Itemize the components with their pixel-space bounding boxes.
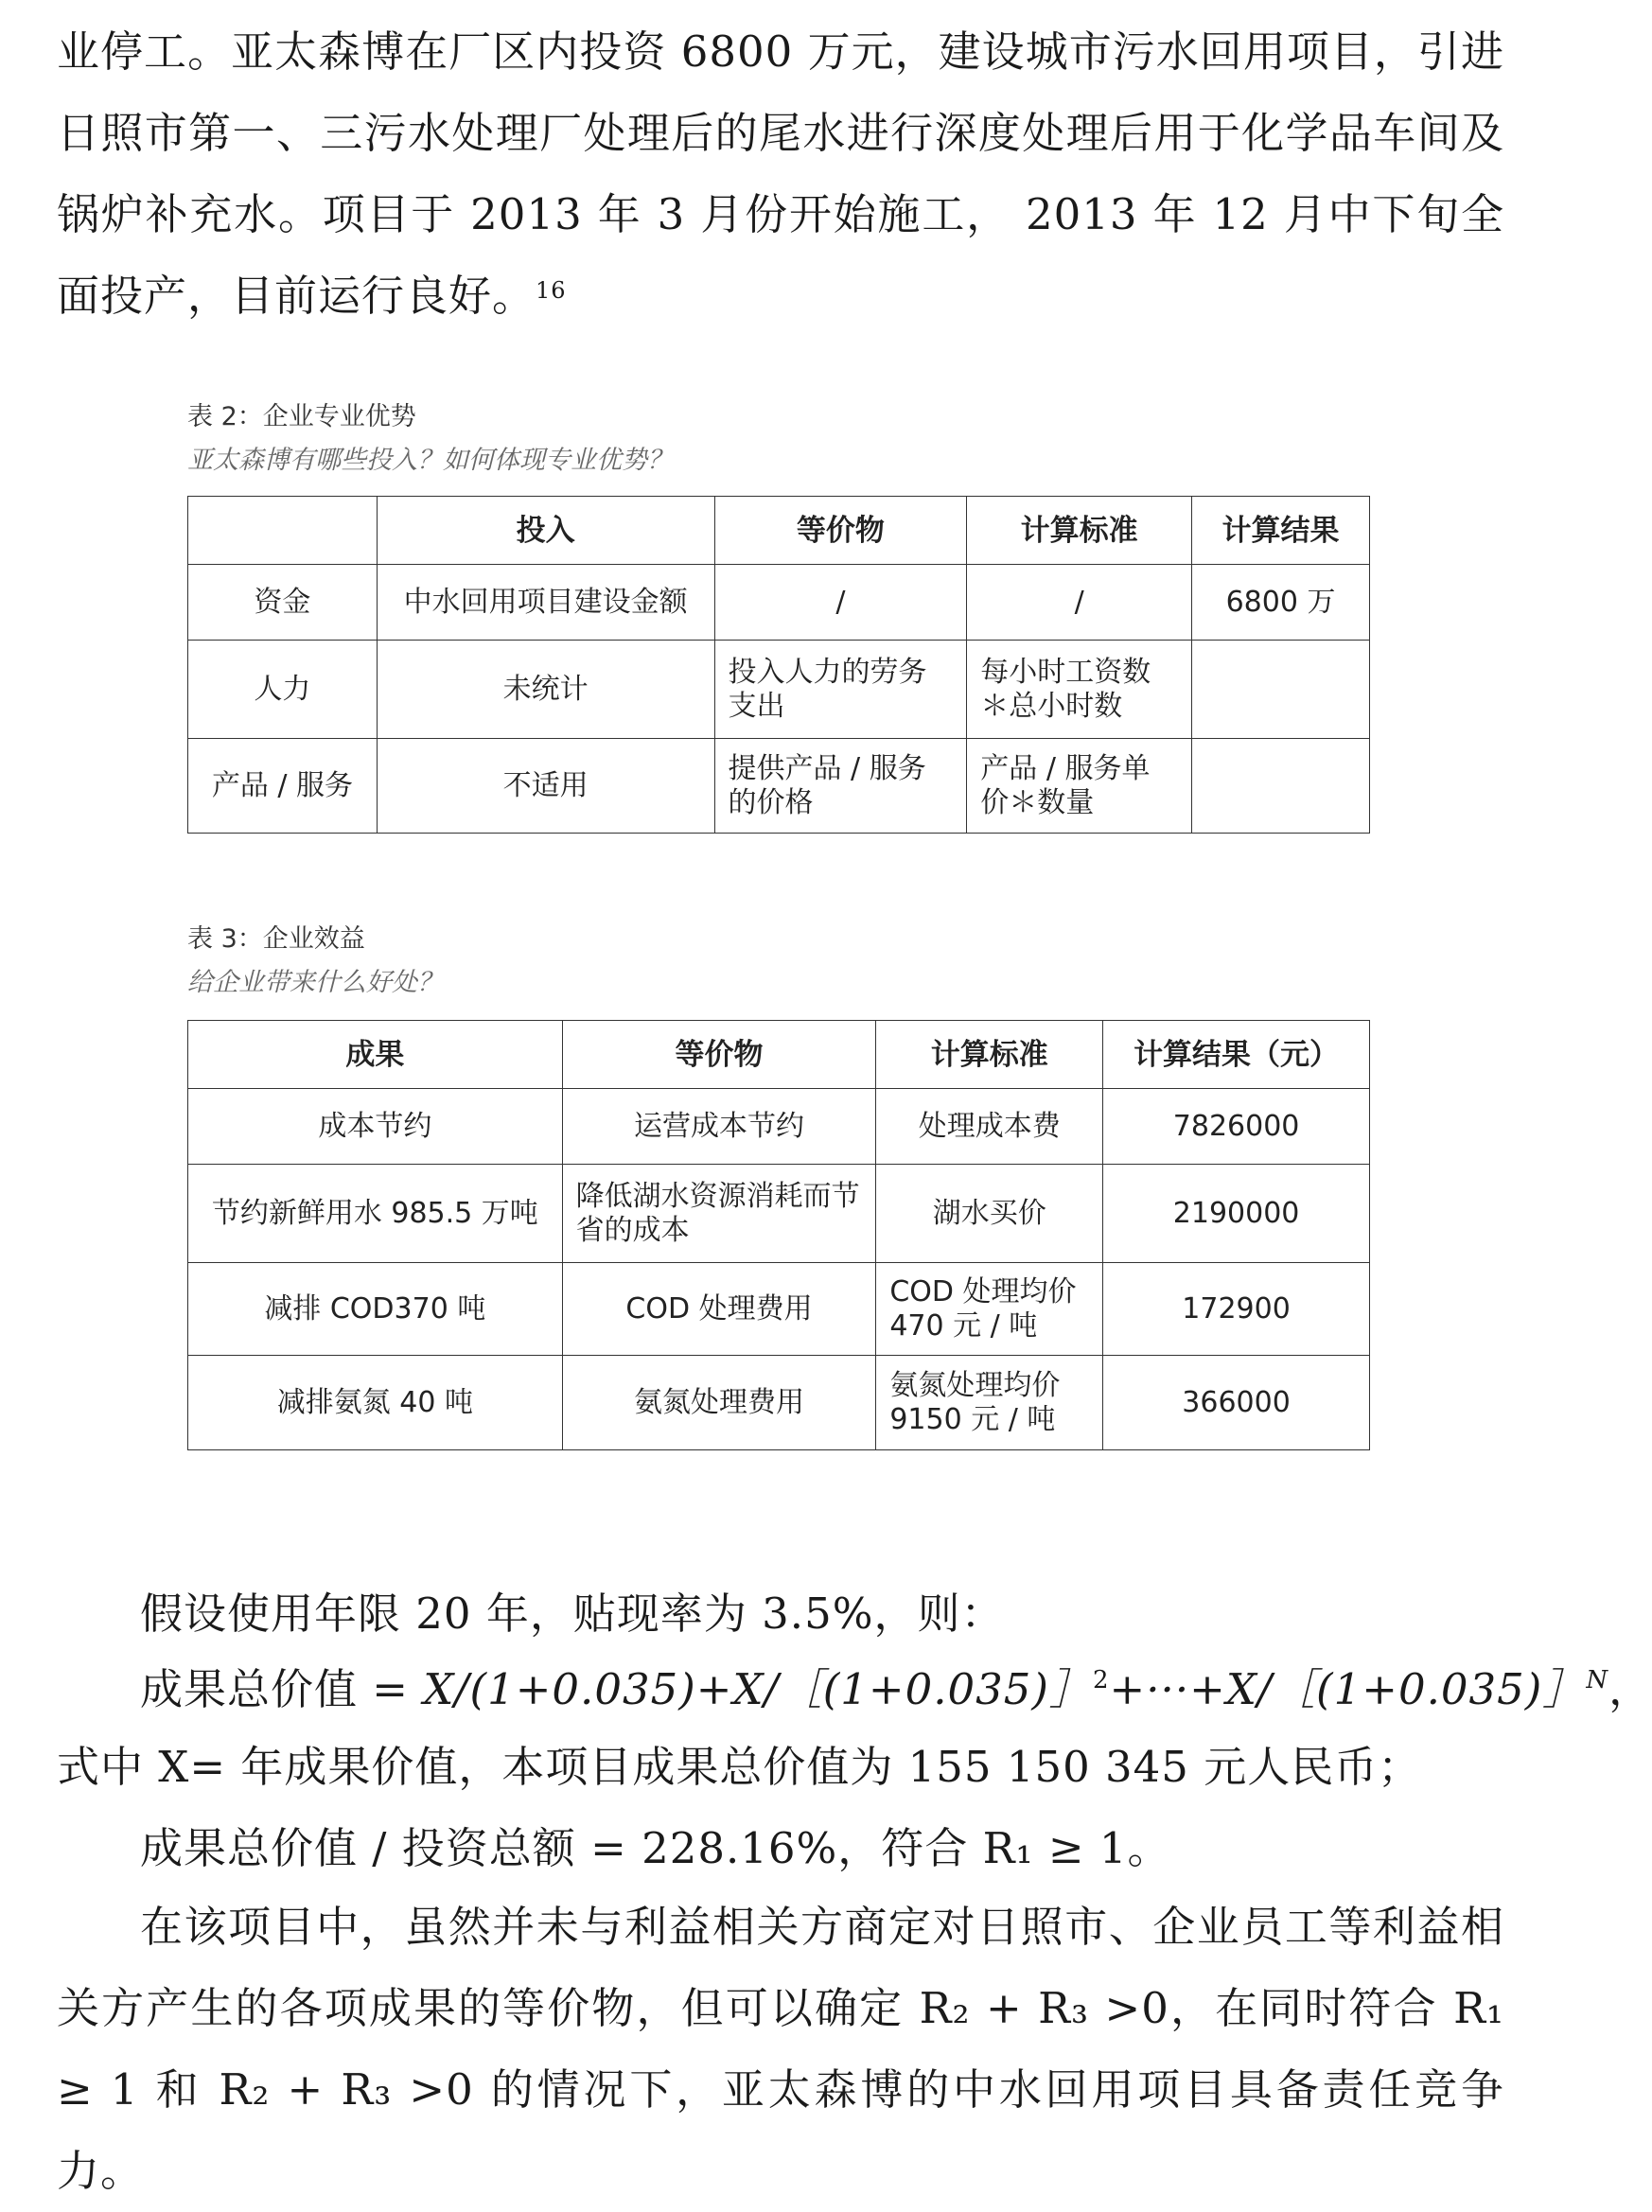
table3-header: 计算结果（元） — [1103, 1021, 1370, 1089]
table-cell: 运营成本节约 — [562, 1089, 876, 1165]
table2-header: 计算标准 — [967, 497, 1192, 565]
table2-header: 等价物 — [714, 497, 967, 565]
formula-end: ， — [1608, 1664, 1652, 1714]
table-cell: / — [967, 565, 1192, 641]
table-row — [188, 565, 1370, 641]
conclusion-paragraph: 在该项目中，虽然并未与利益相关方商定对日照市、企业员工等利益相关方产生的各项成果的等价物，但可以确定 R₂ + R₃ >0，在同时符合 R₁ ≥ 1 和 R₂ + R₃ >0 的情况下，亚太森博的中水回用项目具备责任竞争力。 — [57, 1902, 1504, 2196]
intro-text: 业停工。亚太森博在厂区内投资 6800 万元，建设城市污水回用项目，引进日照市第一、三污水处理厂处理后的尾水进行深度处理后用于化学品车间及锅炉补充水。项目于 2013 年 3 月份开始施工， 2013 年 12 月中下旬全面投产，目前运行良好。 — [57, 26, 1504, 321]
table2-caption: 表 2：企业专业优势 — [187, 402, 416, 431]
table-cell: 投入人力的劳务支出 — [714, 641, 967, 739]
table-cell: 资金 — [188, 565, 378, 641]
footnote-marker: 16 — [536, 277, 567, 304]
table3-header: 计算标准 — [876, 1021, 1103, 1089]
table-cell: 氨氮处理费用 — [562, 1356, 876, 1450]
table2-header — [188, 497, 378, 565]
table-cell: / — [714, 565, 967, 641]
table3-subcaption: 给企业带来什么好处？ — [187, 968, 443, 997]
table3-header: 等价物 — [562, 1021, 876, 1089]
table3-header: 成果 — [188, 1021, 563, 1089]
table-cell — [1192, 739, 1370, 834]
table-cell: 7826000 — [1103, 1089, 1370, 1165]
table-cell: 减排 COD370 吨 — [188, 1263, 563, 1356]
table-cell: 中水回用项目建设金额 — [377, 565, 714, 641]
table-cell: 不适用 — [377, 739, 714, 834]
table-cell: 降低湖水资源消耗而节省的成本 — [562, 1165, 876, 1263]
table-cell: 未统计 — [377, 641, 714, 739]
total-value-line: 式中 X= 年成果价值，本项目成果总价值为 155 150 345 元人民币； — [57, 1742, 1422, 1792]
table2-header-row — [188, 497, 1370, 565]
table-cell: 提供产品 / 服务的价格 — [714, 739, 967, 834]
intro-paragraph — [57, 11, 1504, 337]
table-cell: 氨氮处理均价 9150 元 / 吨 — [876, 1356, 1103, 1450]
ratio-line: 成果总价值 / 投资总额 = 228.16%，符合 R₁ ≥ 1。 — [140, 1823, 1171, 1873]
table-row — [188, 1263, 1370, 1356]
formula-main: X/(1+0.035)+X/［(1+0.035)］ — [423, 1664, 1093, 1714]
table-cell: 处理成本费 — [876, 1089, 1103, 1165]
formula-exponent-2: 2 — [1092, 1666, 1110, 1694]
table2-subcaption: 亚太森博有哪些投入？如何体现专业优势？ — [187, 446, 673, 475]
table-cell: 产品 / 服务 — [188, 739, 378, 834]
table-cell: 172900 — [1103, 1263, 1370, 1356]
table2 — [187, 496, 1370, 834]
table3-caption: 表 3：企业效益 — [187, 924, 365, 954]
table-cell: 6800 万 — [1192, 565, 1370, 641]
table2-header: 投入 — [377, 497, 714, 565]
assumption-line: 假设使用年限 20 年，贴现率为 3.5%，则： — [140, 1589, 1005, 1639]
table3-header-row — [188, 1021, 1370, 1089]
table-row — [188, 739, 1370, 834]
table-row — [188, 1089, 1370, 1165]
table-cell: 减排氨氮 40 吨 — [188, 1356, 563, 1450]
table-cell: 成本节约 — [188, 1089, 563, 1165]
table-row — [188, 641, 1370, 739]
formula-prefix: 成果总价值 = — [140, 1664, 424, 1714]
table-cell: 人力 — [188, 641, 378, 739]
table-cell: 每小时工资数 ＊总小时数 — [967, 641, 1192, 739]
table-cell: 湖水买价 — [876, 1165, 1103, 1263]
table-row — [188, 1165, 1370, 1263]
table-cell — [1192, 641, 1370, 739]
formula-mid: +···+X/［(1+0.035)］ — [1109, 1664, 1587, 1714]
table-row — [188, 1356, 1370, 1450]
table2-header: 计算结果 — [1192, 497, 1370, 565]
table-cell: 2190000 — [1103, 1165, 1370, 1263]
table-cell: 366000 — [1103, 1356, 1370, 1450]
formula-exponent-n: N — [1586, 1666, 1609, 1694]
table-cell: COD 处理费用 — [562, 1263, 876, 1356]
formula-line — [140, 1661, 1652, 1718]
table3 — [187, 1020, 1370, 1450]
table-cell: 节约新鲜用水 985.5 万吨 — [188, 1165, 563, 1263]
table-cell: 产品 / 服务单价＊数量 — [967, 739, 1192, 834]
table-cell: COD 处理均价 470 元 / 吨 — [876, 1263, 1103, 1356]
